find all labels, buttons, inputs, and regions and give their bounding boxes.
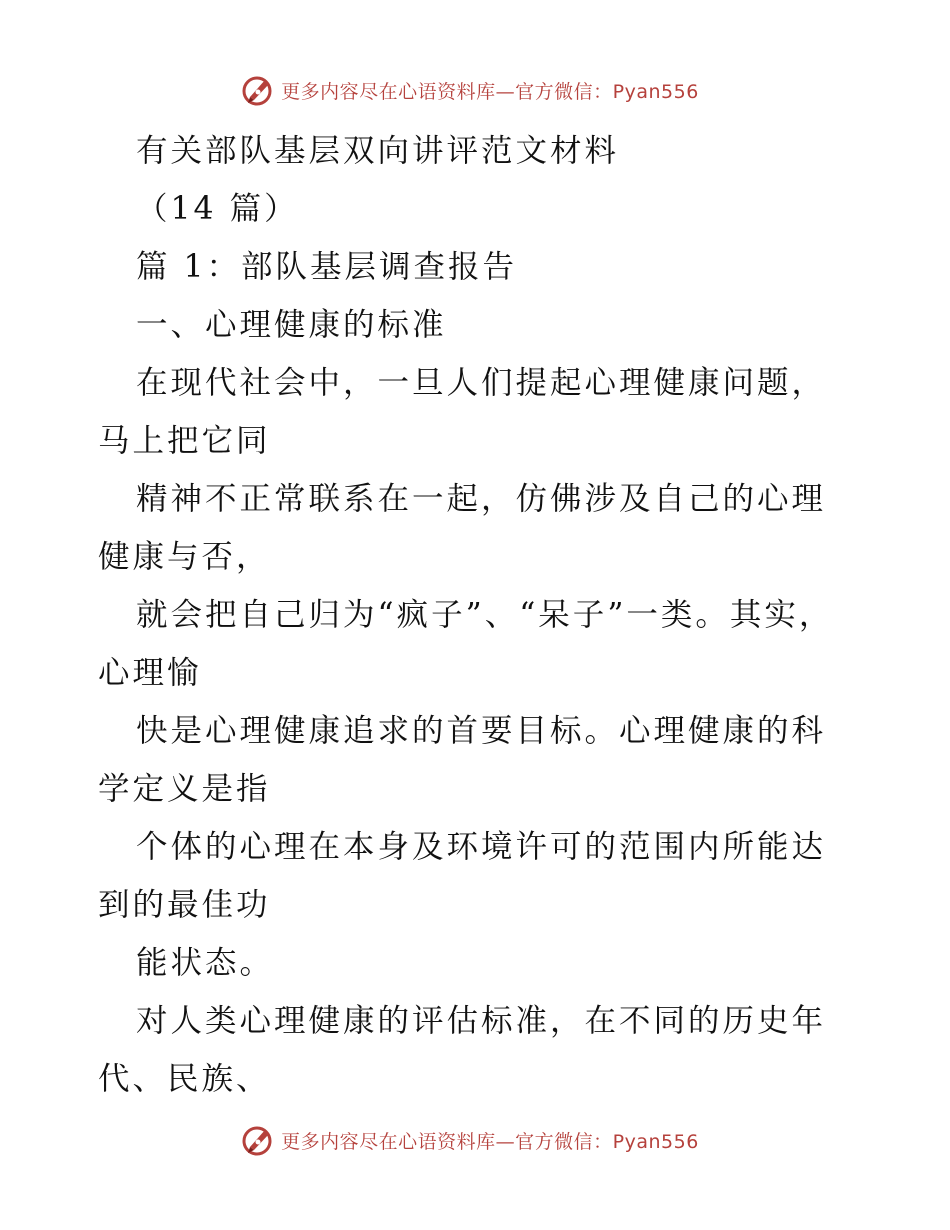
banner-content (241, 1123, 699, 1157)
banner-text (281, 1127, 699, 1154)
wechat-id: Pyan556 (612, 1130, 699, 1153)
paragraph-line: 个体的心理在本身及环境许可的范围内所能达到的最佳功 (98, 829, 827, 923)
chapter-heading: 篇 1：部队基层调查报告 (136, 249, 518, 285)
paragraph-line: 能状态。 (136, 945, 275, 981)
banner-text (281, 77, 699, 104)
paragraph-line: 在现代社会中，一旦人们提起心理健康问题，马上把它同 (98, 365, 827, 459)
section-heading: 一、心理健康的标准 (136, 307, 447, 343)
document-title: 有关部队基层双向讲评范文材料 (136, 133, 620, 169)
pen-logo-icon (241, 73, 275, 107)
paragraph-line: 对人类心理健康的评估标准，在不同的历史年代、民族、 (98, 1003, 827, 1097)
header-banner (0, 70, 950, 110)
banner-slogan: 更多内容尽在心语资料库—官方微信： (281, 1130, 613, 1153)
banner-content (241, 73, 699, 107)
paragraph-line: 快是心理健康追求的首要目标。心理健康的科学定义是指 (98, 713, 827, 807)
document-body (98, 122, 858, 1108)
document-count: （14 篇） (136, 191, 299, 227)
wechat-id: Pyan556 (612, 80, 699, 103)
paragraph-line: 就会把自己归为“疯子”、“呆子”一类。其实，心理愉 (98, 597, 834, 691)
banner-slogan: 更多内容尽在心语资料库—官方微信： (281, 80, 613, 103)
paragraph-line: 精神不正常联系在一起，仿佛涉及自己的心理健康与否， (98, 481, 827, 575)
footer-banner (0, 1120, 950, 1160)
pen-logo-icon (241, 1123, 275, 1157)
